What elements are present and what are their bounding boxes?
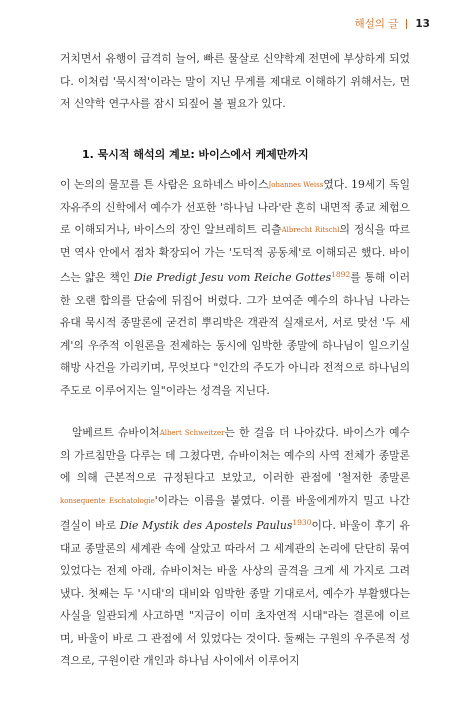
running-header <box>354 16 430 31</box>
text-run: 였다. 19세기 독일 자유주의 신학에서 예수가 선포한 '하나님 나라'란 흔히 내면적 종교 체험으로 이해되거나, 바이스의 장인 알브레히트 리츨 <box>60 178 410 236</box>
paragraph-1: 거치면서 유행이 급격히 늘어, 빠른 물살로 신약학계 전면에 부상하게 되었다. 이처럼 '묵시적'이라는 말이 지닌 무게를 제대로 이해하기 위해서는, 먼저 신약학 연구사를 잠시 되짚어 볼 필요가 있다. <box>60 52 410 110</box>
text-run: 는 한 걸음 더 나아갔다. 바이스가 예수의 가르침만을 다루는 데 그쳤다면, 슈바이처는 예수의 사역 전체가 종말론에 의해 근본적으로 규정된다고 보았고, 이러한 관점에 '철저한 종말론 <box>60 426 410 484</box>
paragraph-3 <box>60 422 410 673</box>
paragraph-2 <box>60 174 410 402</box>
text-run: 이다. 바울이 후기 유대교 종말론의 세계관 속에 살았고 따라서 그 세계관의 논리에 단단히 묶여 있었다는 전제 아래, 슈바이처는 바울 사상의 골격을 크게 세 가지로 그려 냈다. 첫째는 두 '시대'의 대비와 임박한 종말 기대로서, 예수가 부활했다는 사실을 일관되게 사고하면 "지금이 이미 초자연적 시대"라는 결론에 이르며, 바울이 바로 그 관점에 서 있었다는 것이다. 둘째는 구원의 우주론적 성격으로, 구원이란 개인과 하나님 사이에서 이루어지 <box>60 519 410 667</box>
text-run: 의 정식을 따르면 역사 안에서 점차 확장되어 가는 '도덕적 공동체'로 이해되곤 했다. 바이스는 얇은 책인 <box>60 223 410 284</box>
publication-year: 1892 <box>331 270 351 279</box>
original-name-note: Albert Schweitzer <box>159 429 225 437</box>
book-title: Die Predigt Jesu vom Reiche Gottes <box>134 271 332 284</box>
original-name-note: Albrecht Ritschl <box>281 226 340 234</box>
header-divider <box>406 19 407 29</box>
text-run: '이라는 이름을 붙였다. 이를 바울에게까지 밀고 나간 결실이 바로 <box>60 493 410 532</box>
text-run: 를 통해 이러한 오랜 합의를 단숨에 뒤집어 버렸다. 그가 보여준 예수의 하나님 나라는 유대 묵시적 종말론에 굳건히 뿌리박은 객관적 실재로서, 서로 맞선 '두 세계'의 우주적 이원론을 전제하는 동시에 임박한 종말에 하나님이 일으키실 해방 사건을 가리키며, 무엇보다 "인간의 주도가 아니라 전적으로 하나님의 주도로 이루어지는 일"이라는 성격을 지닌다. <box>60 271 411 397</box>
publication-year: 1930 <box>292 518 312 527</box>
book-title: Die Mystik des Apostels Paulus <box>119 519 293 532</box>
section-heading: 1. 묵시적 해석의 계보: 바이스에서 케제만까지 <box>82 148 309 161</box>
original-name-note: Johannes Weiss <box>268 181 324 189</box>
original-term-note: konsequente Eschatologie <box>60 496 155 505</box>
text-run: 이 논의의 물꼬를 튼 사람은 요하네스 바이스 <box>60 178 269 191</box>
section-title: 해설의 글 <box>354 18 399 30</box>
page-number: 13 <box>415 17 430 30</box>
text-run: 알베르트 슈바이처 <box>72 426 160 439</box>
